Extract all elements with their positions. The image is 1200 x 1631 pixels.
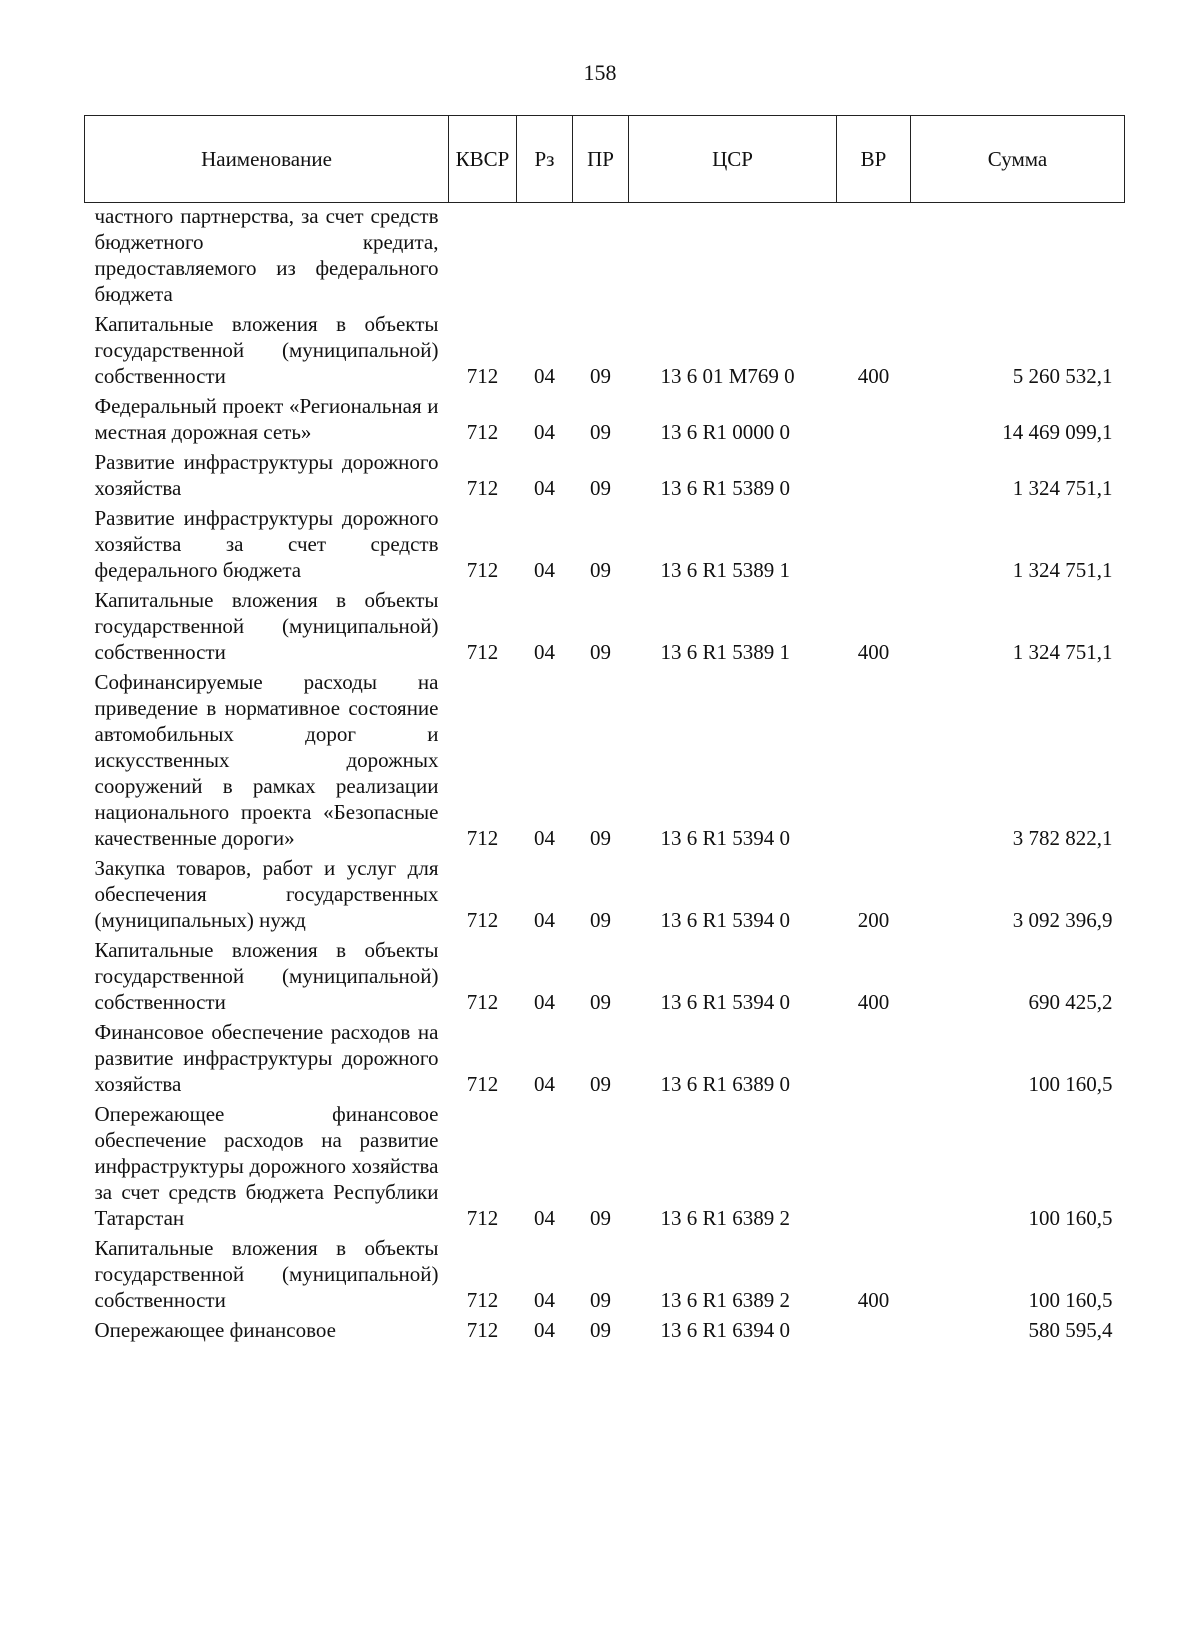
row-kvsr: 712: [466, 558, 499, 582]
row-rz: 04: [534, 826, 555, 850]
row-csr: 13 6 R1 5394 0: [660, 990, 791, 1014]
row-csr: 13 6 R1 6389 2: [660, 1288, 791, 1312]
row-kvsr: 712: [466, 1072, 499, 1096]
row-pr: 09: [590, 1318, 611, 1342]
row-name: Капитальные вложения в объекты государственной (муниципальной) собственности: [94, 938, 439, 1014]
header-name: Наименование: [85, 116, 449, 203]
row-vr: 400: [857, 990, 890, 1014]
header-rz: Рз: [517, 116, 573, 203]
row-sum: 100 160,5: [1028, 1206, 1113, 1230]
row-name: Капитальные вложения в объекты государственной (муниципальной) собственности: [94, 588, 439, 664]
row-csr: 13 6 R1 5389 0: [660, 476, 791, 500]
row-sum: 1 324 751,1: [1012, 640, 1113, 664]
row-sum: 100 160,5: [1028, 1288, 1113, 1312]
row-vr: [837, 391, 911, 447]
row-kvsr: 712: [466, 420, 499, 444]
row-rz: 04: [534, 908, 555, 932]
row-rz: 04: [534, 420, 555, 444]
header-vr: ВР: [837, 116, 911, 203]
row-rz: 04: [534, 1288, 555, 1312]
row-rz: 04: [534, 558, 555, 582]
row-pr: 09: [590, 990, 611, 1014]
row-kvsr: 712: [466, 476, 499, 500]
row-sum: 3 092 396,9: [1012, 908, 1113, 932]
row-pr: [573, 203, 629, 310]
row-sum: 14 469 099,1: [1002, 420, 1113, 444]
row-name: частного партнерства, за счет средств бюджетного кредита, предоставляемого из федерального бюджета: [94, 204, 439, 306]
row-pr: 09: [590, 640, 611, 664]
row-pr: 09: [590, 364, 611, 388]
row-kvsr: 712: [466, 640, 499, 664]
row-pr: 09: [590, 1206, 611, 1230]
table-row: [85, 1017, 1125, 1099]
table-row: [85, 853, 1125, 935]
row-vr: [837, 667, 911, 853]
header-kvsr: КВСР: [449, 116, 517, 203]
row-sum: 5 260 532,1: [1012, 364, 1113, 388]
page-number: 158: [583, 60, 617, 85]
row-rz: 04: [534, 1072, 555, 1096]
table-row: [85, 309, 1125, 391]
row-csr: [629, 203, 837, 310]
row-vr: [837, 1315, 911, 1345]
row-name: Закупка товаров, работ и услуг для обеспечения государственных (муниципальных) нужд: [94, 856, 439, 932]
row-rz: 04: [534, 476, 555, 500]
row-rz: [517, 203, 573, 310]
row-kvsr: 712: [466, 908, 499, 932]
row-kvsr: 712: [466, 1288, 499, 1312]
row-rz: 04: [534, 990, 555, 1014]
row-csr: 13 6 R1 0000 0: [660, 420, 791, 444]
row-vr: 200: [857, 908, 890, 932]
row-csr: 13 6 R1 5394 0: [660, 908, 791, 932]
row-vr: [837, 447, 911, 503]
row-csr: 13 6 R1 5389 1: [660, 640, 791, 664]
row-kvsr: [449, 203, 517, 310]
row-sum: 690 425,2: [1028, 990, 1113, 1014]
row-sum: 1 324 751,1: [1012, 558, 1113, 582]
row-name: Финансовое обеспечение расходов на развитие инфраструктуры дорожного хозяйства: [94, 1020, 439, 1096]
row-kvsr: 712: [466, 1318, 499, 1342]
row-kvsr: 712: [466, 1206, 499, 1230]
row-vr: [837, 1017, 911, 1099]
row-name: Капитальные вложения в объекты государственной (муниципальной) собственности: [94, 312, 439, 388]
row-vr: 400: [857, 1288, 890, 1312]
row-name: Опережающее финансовое обеспечение расходов на развитие инфраструктуры дорожного хозяйства за счет средств бюджета Республики Татарстан: [94, 1102, 439, 1230]
row-rz: 04: [534, 640, 555, 664]
row-name: Софинансируемые расходы на приведение в нормативное состояние автомобильных дорог и искусственных дорожных сооружений в рамках реализации национального проекта «Безопасные качественные дороги»: [94, 670, 439, 850]
table-row: [85, 585, 1125, 667]
row-name: Федеральный проект «Региональная и местная дорожная сеть»: [94, 394, 439, 444]
table-row: [85, 391, 1125, 447]
row-vr: 400: [857, 640, 890, 664]
row-vr: [837, 1099, 911, 1233]
row-name: Развитие инфраструктуры дорожного хозяйства: [94, 450, 439, 500]
header-csr: ЦСР: [629, 116, 837, 203]
table-row: [85, 1099, 1125, 1233]
row-csr: 13 6 01 M769 0: [660, 364, 795, 388]
row-name: Опережающее финансовое: [94, 1318, 336, 1342]
row-sum: 1 324 751,1: [1012, 476, 1113, 500]
row-kvsr: 712: [466, 826, 499, 850]
table-row: [85, 1315, 1125, 1345]
row-rz: 04: [534, 364, 555, 388]
row-sum: 580 595,4: [1028, 1318, 1113, 1342]
row-sum: [911, 203, 1125, 310]
table-row: [85, 935, 1125, 1017]
table-header-row: [85, 116, 1125, 203]
table-row: [85, 203, 1125, 310]
row-csr: 13 6 R1 6394 0: [660, 1318, 791, 1342]
row-name: Капитальные вложения в объекты государственной (муниципальной) собственности: [94, 1236, 439, 1312]
row-csr: 13 6 R1 5389 1: [660, 558, 791, 582]
row-csr: 13 6 R1 6389 2: [660, 1206, 791, 1230]
table-row: [85, 503, 1125, 585]
row-name: Развитие инфраструктуры дорожного хозяйства за счет средств федерального бюджета: [94, 506, 439, 582]
row-rz: 04: [534, 1318, 555, 1342]
row-sum: 100 160,5: [1028, 1072, 1113, 1096]
table-row: [85, 667, 1125, 853]
row-pr: 09: [590, 908, 611, 932]
row-pr: 09: [590, 420, 611, 444]
table-row: [85, 1233, 1125, 1315]
row-csr: 13 6 R1 6389 0: [660, 1072, 791, 1096]
header-sum: Сумма: [911, 116, 1125, 203]
row-pr: 09: [590, 1288, 611, 1312]
header-pr: ПР: [573, 116, 629, 203]
row-kvsr: 712: [466, 364, 499, 388]
row-csr: 13 6 R1 5394 0: [660, 826, 791, 850]
row-pr: 09: [590, 476, 611, 500]
row-pr: 09: [590, 826, 611, 850]
row-kvsr: 712: [466, 990, 499, 1014]
row-vr: [837, 503, 911, 585]
row-pr: 09: [590, 1072, 611, 1096]
row-rz: 04: [534, 1206, 555, 1230]
row-sum: 3 782 822,1: [1012, 826, 1113, 850]
table-row: [85, 447, 1125, 503]
row-vr: [837, 203, 911, 310]
row-vr: 400: [857, 364, 890, 388]
budget-table: [84, 115, 1125, 1345]
row-pr: 09: [590, 558, 611, 582]
